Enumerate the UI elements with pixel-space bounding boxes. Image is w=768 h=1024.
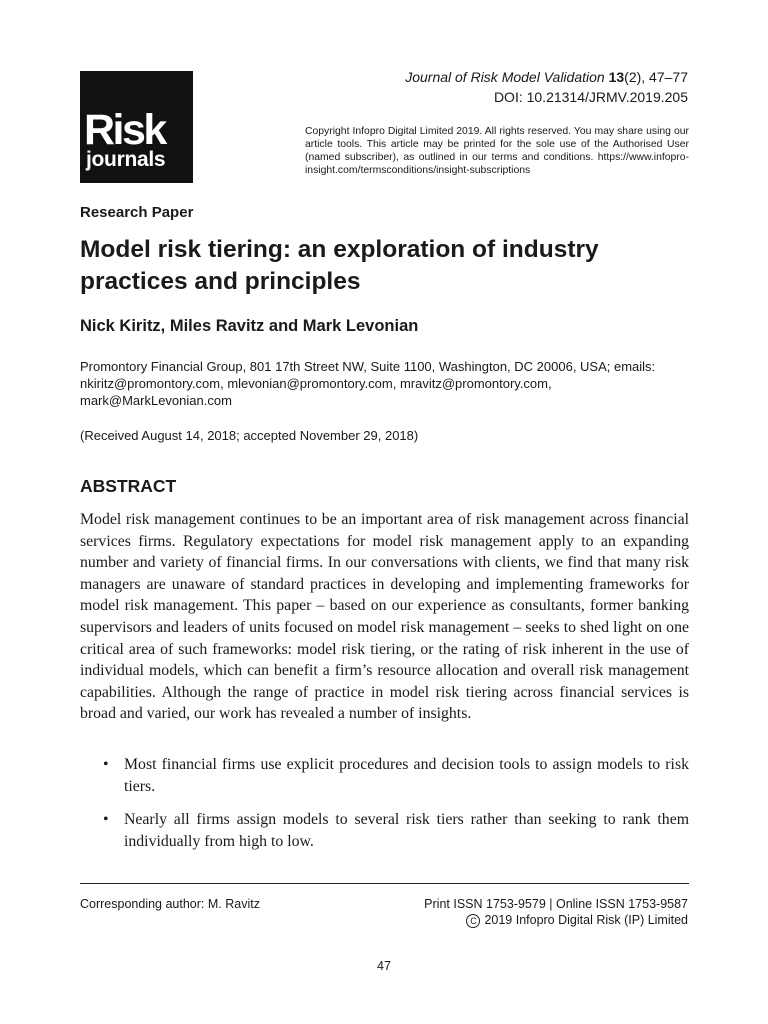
doi: DOI: 10.21314/JRMV.2019.205 (493, 89, 688, 105)
abstract-bullet (103, 809, 689, 852)
copyright-icon: C (466, 914, 480, 928)
journal-name: Journal of Risk Model Validation (405, 69, 605, 85)
abstract-bullet-text: Most financial firms use explicit procedures and decision tools to assign models to risk tiers. (124, 756, 689, 795)
logo-wordmark-journals: journals (86, 148, 166, 171)
footer-copyright-text: 2019 Infopro Digital Risk (IP) Limited (484, 913, 688, 927)
abstract-bullet-text: Nearly all firms assign models to several risk tiers rather than seeking to rank them individually from high to low. (124, 811, 689, 850)
corresponding-author: Corresponding author: M. Ravitz (80, 897, 260, 911)
copyright-notice: Copyright Infopro Digital Limited 2019. All rights reserved. You may share using our article tools. This article may be printed for the sole use of the Authorised User (named subscriber), as outlined in our terms and conditions. https://www.infopro-insight.com/termsconditions/insight-subscriptions (305, 126, 689, 176)
footer-copyright (466, 913, 688, 928)
risk-journals-logo (80, 71, 193, 183)
abstract-bullet (103, 754, 689, 797)
footer-divider (80, 883, 689, 884)
logo-wordmark-risk: Risk (84, 106, 165, 154)
journal-issue-pages: (2), 47–77 (624, 69, 688, 85)
abstract-heading: ABSTRACT (80, 476, 177, 496)
article-title: Model risk tiering: an exploration of industry practices and principles (80, 236, 599, 295)
paper-type: Research Paper (80, 204, 194, 221)
author-affiliation: Promontory Financial Group, 801 17th Street NW, Suite 1100, Washington, DC 20006, USA; emails: nkiritz@promontory.com, mlevonian@promontory.com, mravitz@promontory.com, mark@MarkLevonian.com (80, 359, 656, 408)
issn-line: Print ISSN 1753-9579 | Online ISSN 1753-9587 (424, 897, 688, 911)
journal-citation (405, 68, 688, 87)
bullet-symbol: • (103, 811, 109, 828)
page-number: 47 (377, 959, 391, 973)
journal-volume: 13 (608, 69, 625, 85)
bullet-symbol: • (103, 756, 109, 773)
article-authors: Nick Kiritz, Miles Ravitz and Mark Levonian (80, 317, 419, 335)
received-dates: (Received August 14, 2018; accepted November 29, 2018) (80, 428, 419, 443)
abstract-body: Model risk management continues to be an important area of risk management across financial services firms. Regulatory expectations for model risk management apply to an expanding number and variety of financial firms. In our conversations with clients, we find that many risk managers are unaware of standard practices in developing and implementing frameworks for model risk management. This paper – based on our experience as consultants, former banking supervisors and leaders of units focused on model risk management – seeks to shed light on one critical area of such frameworks: model risk tiering, or the rating of risk inherent in the use of individual models, which can benefit a firm’s resource allocation and overall risk management capabilities. Although the range of practice in model risk tiering across financial services is broad and varied, our work has revealed a number of insights. (80, 511, 689, 723)
